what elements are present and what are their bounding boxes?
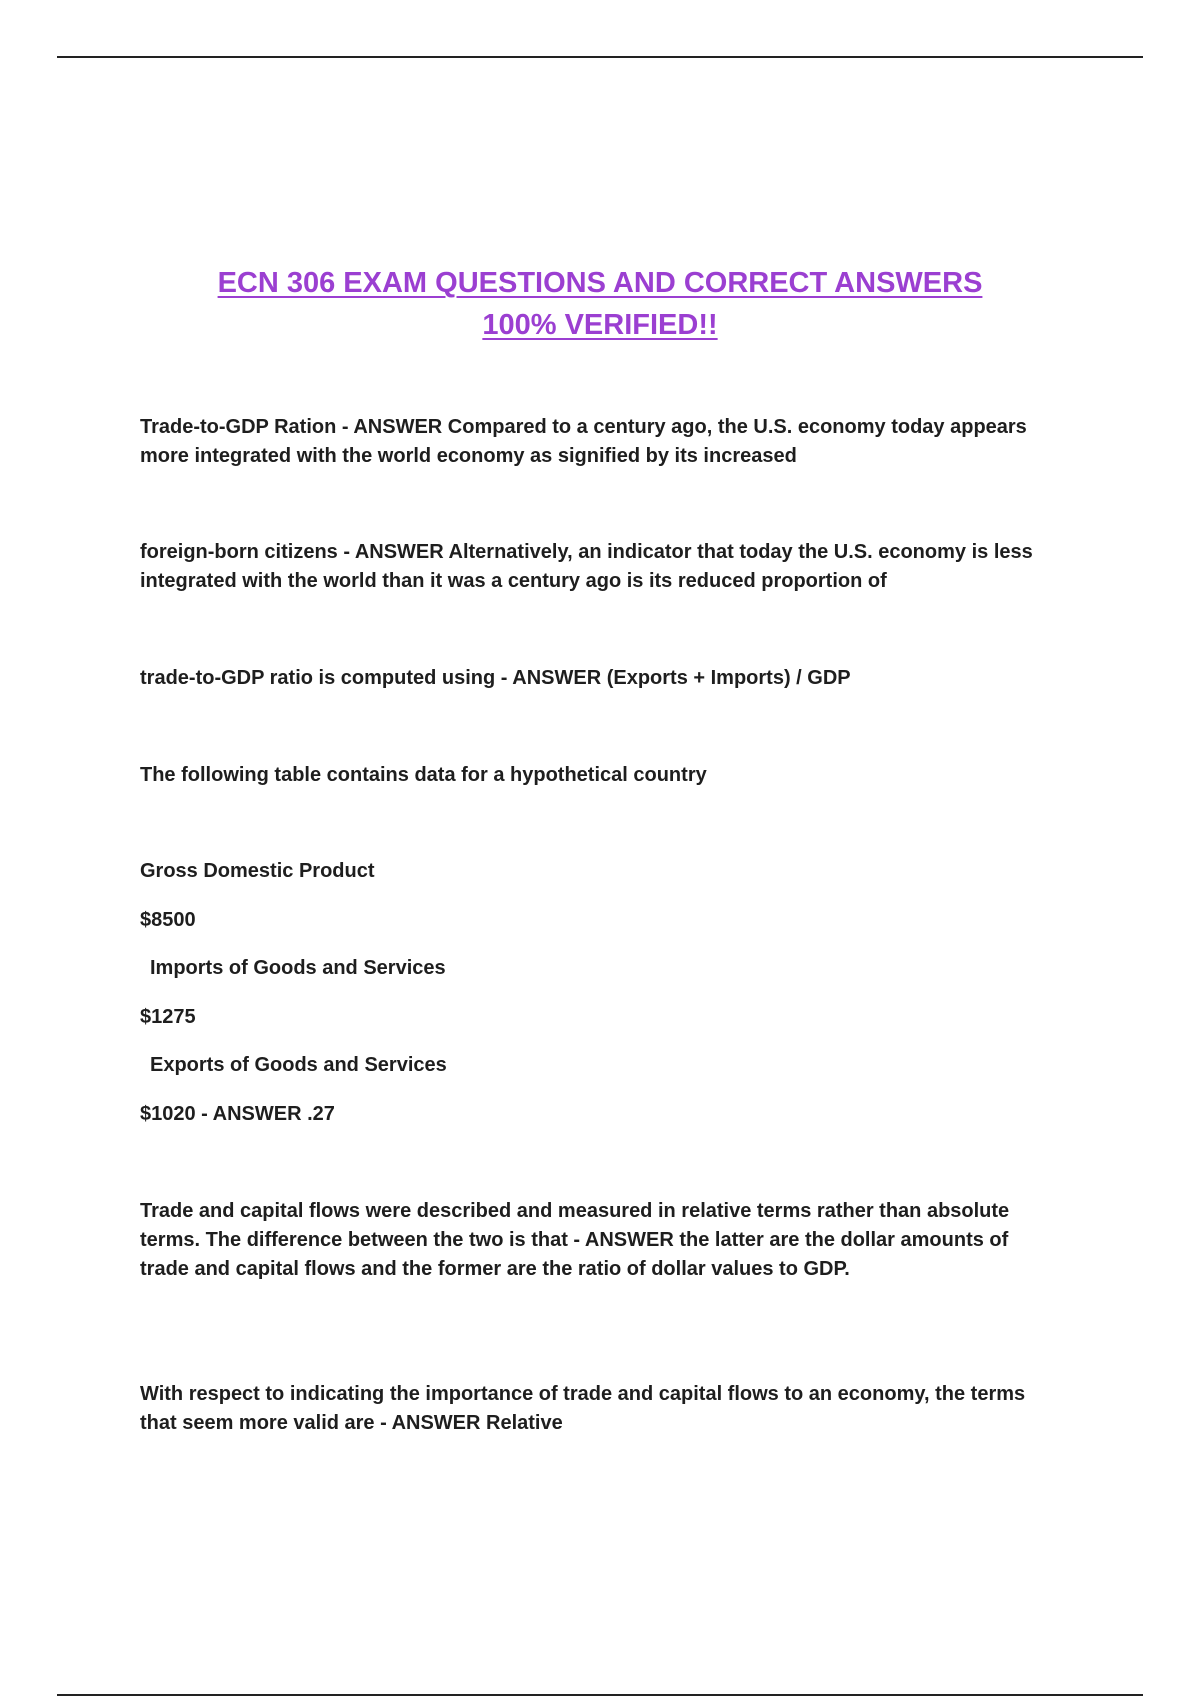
qa-item-ratio-formula: trade-to-GDP ratio is computed using - ANSWER (Exports + Imports) / GDP	[140, 667, 851, 689]
table-line-exports-label: Exports of Goods and Services	[150, 1054, 447, 1076]
bottom-rule	[57, 1694, 1143, 1696]
top-rule	[57, 56, 1143, 58]
qa-item-trade-to-gdp: Trade-to-GDP Ration - ANSWER Compared to a century ago, the U.S. economy today appears more integrated with the world economy as signified by its increased	[140, 416, 1027, 467]
table-line-imports-value: $1275	[140, 1006, 196, 1028]
qa-item-relative-vs-absolute: Trade and capital flows were described and measured in relative terms rather than absolute terms. The difference between the two is that - ANSWER the latter are the dollar amounts of trade and capital flows and the former are the ratio of dollar values to GDP.	[140, 1200, 1010, 1280]
table-line-gdp-label: Gross Domestic Product	[140, 860, 375, 882]
table-line-imports-label: Imports of Goods and Services	[150, 957, 446, 979]
title-line-1: ECN 306 EXAM QUESTIONS AND CORRECT ANSWERS	[217, 267, 983, 299]
document-title	[0, 262, 1200, 346]
qa-item-foreign-born: foreign-born citizens - ANSWER Alternatively, an indicator that today the U.S. economy is less integrated with the world than it was a century ago is its reduced proportion of	[140, 541, 1033, 592]
table-line-gdp-value: $8500	[140, 909, 196, 931]
qa-item-relative-validity: With respect to indicating the importance of trade and capital flows to an economy, the terms that seem more valid are - ANSWER Relative	[140, 1383, 1026, 1434]
title-line-2: 100% VERIFIED!!	[482, 309, 718, 341]
qa-item-table-intro: The following table contains data for a hypothetical country	[140, 764, 707, 786]
table-line-exports-value-answer: $1020 - ANSWER .27	[140, 1103, 335, 1125]
